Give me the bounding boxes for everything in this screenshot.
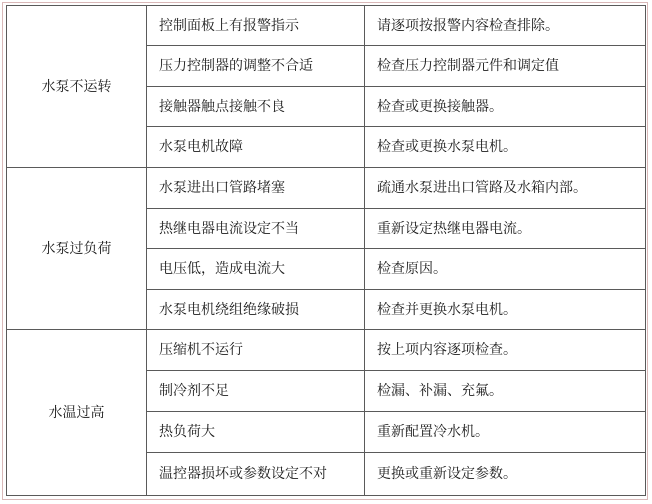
solution-cell: 按上项内容逐项检查。 <box>365 330 646 371</box>
table-row <box>7 6 646 46</box>
solution-cell: 检查压力控制器元件和调定值 <box>365 46 646 87</box>
table-row <box>7 330 646 371</box>
cause-cell: 温控器损坏或参数设定不对 <box>147 453 365 496</box>
cause-cell: 水泵电机故障 <box>147 127 365 168</box>
cause-cell: 接触器触点接触不良 <box>147 87 365 127</box>
cause-cell: 压缩机不运行 <box>147 330 365 371</box>
solution-cell: 检查或更换接触器。 <box>365 87 646 127</box>
symptom-cell: 水泵过负荷 <box>7 168 147 330</box>
solution-cell: 重新设定热继电器电流。 <box>365 209 646 249</box>
cause-cell: 热继电器电流设定不当 <box>147 209 365 249</box>
cause-cell: 控制面板上有报警指示 <box>147 6 365 46</box>
solution-cell: 检漏、补漏、充氟。 <box>365 371 646 412</box>
cause-cell: 水泵电机绕组绝缘破损 <box>147 290 365 330</box>
solution-cell: 检查或更换水泵电机。 <box>365 127 646 168</box>
fault-troubleshooting-table <box>6 5 646 496</box>
solution-cell: 重新配置冷水机。 <box>365 412 646 453</box>
solution-cell: 请逐项按报警内容检查排除。 <box>365 6 646 46</box>
solution-cell: 更换或重新设定参数。 <box>365 453 646 496</box>
cause-cell: 制冷剂不足 <box>147 371 365 412</box>
symptom-cell: 水温过高 <box>7 330 147 496</box>
cause-cell: 电压低，造成电流大 <box>147 249 365 290</box>
cause-cell: 压力控制器的调整不合适 <box>147 46 365 87</box>
solution-cell: 疏通水泵进出口管路及水箱内部。 <box>365 168 646 209</box>
table-row <box>7 168 646 209</box>
cause-cell: 水泵进出口管路堵塞 <box>147 168 365 209</box>
solution-cell: 检查原因。 <box>365 249 646 290</box>
cause-cell: 热负荷大 <box>147 412 365 453</box>
symptom-cell: 水泵不运转 <box>7 6 147 168</box>
solution-cell: 检查并更换水泵电机。 <box>365 290 646 330</box>
